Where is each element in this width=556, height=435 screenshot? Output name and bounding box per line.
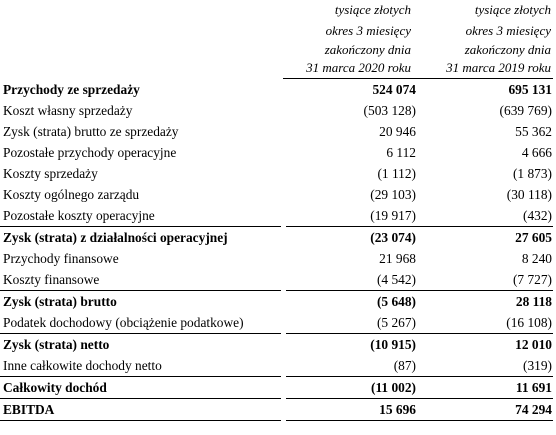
value-2019: 4 666 — [521, 144, 552, 160]
value-2020: (23 074) — [286, 227, 416, 249]
value-2019: (16 108) — [506, 314, 552, 330]
value-2019: 27 605 — [416, 227, 553, 249]
period-line: zakończony dnia — [464, 41, 551, 57]
table-row — [0, 377, 553, 399]
value-2020: (1 112) — [377, 165, 416, 181]
value-2020: (503 128) — [363, 102, 416, 118]
table-row — [0, 121, 553, 142]
value-2020: (10 915) — [286, 334, 416, 356]
table-row — [0, 184, 553, 205]
table-row — [0, 79, 553, 100]
value-2020: 21 968 — [379, 250, 416, 266]
value-2019: (1 873) — [512, 165, 552, 181]
value-2020: (19 917) — [370, 207, 416, 223]
value-2019: 28 118 — [416, 291, 553, 313]
value-2019: (432) — [522, 207, 552, 223]
value-2019: (639 769) — [499, 102, 552, 118]
period-date: 31 marca 2020 roku — [306, 60, 411, 76]
row-label: Zysk (strata) brutto ze sprzedaży — [3, 123, 179, 139]
value-2020: (87) — [393, 357, 416, 373]
period-date: 31 marca 2019 roku — [446, 60, 551, 76]
column-header-2020 — [278, 0, 411, 76]
table-row — [0, 142, 553, 163]
value-2019: 55 362 — [515, 123, 552, 139]
row-label: Zysk (strata) netto — [0, 334, 281, 356]
unit-label: tysiące złotych — [474, 2, 551, 17]
table-row — [0, 163, 553, 184]
column-header-2019 — [416, 0, 551, 76]
row-label: Koszty sprzedaży — [3, 165, 98, 181]
table-row — [0, 355, 553, 377]
table-row — [0, 205, 553, 227]
row-label: Pozostałe koszty operacyjne — [3, 207, 155, 223]
row-label: EBITDA — [0, 399, 281, 421]
row-label: Koszty ogólnego zarządu — [3, 186, 140, 202]
period-line: zakończony dnia — [324, 41, 411, 57]
row-label: Podatek dochodowy (obciążenie podatkowe) — [3, 314, 244, 330]
period-line: okres 3 miesięcy — [325, 23, 411, 38]
value-2020: (5 648) — [286, 291, 416, 313]
table-row — [0, 291, 553, 313]
value-2019: (30 118) — [506, 186, 552, 202]
value-2020: (5 267) — [376, 314, 416, 330]
row-label: Inne całkowite dochody netto — [3, 357, 162, 373]
income-statement-table — [0, 79, 553, 421]
value-2019: 74 294 — [416, 399, 553, 421]
value-2019: 12 010 — [416, 334, 553, 356]
unit-label: tysiące złotych — [334, 2, 411, 17]
value-2019: (7 727) — [512, 271, 552, 287]
value-2020: 15 696 — [286, 399, 416, 421]
value-2020: (4 542) — [376, 271, 416, 287]
table-row — [0, 269, 553, 291]
period-line: okres 3 miesięcy — [465, 23, 551, 38]
value-2019: 11 691 — [416, 377, 553, 399]
row-label: Całkowity dochód — [0, 377, 281, 399]
table-row — [0, 334, 553, 356]
value-2020: (29 103) — [370, 186, 416, 202]
value-2019: 695 131 — [508, 81, 552, 97]
row-label: Koszty finansowe — [3, 271, 100, 287]
value-2019: 8 240 — [521, 250, 552, 266]
value-2020: 524 074 — [372, 81, 416, 97]
row-label: Koszt własny sprzedaży — [3, 102, 133, 118]
row-label: Pozostałe przychody operacyjne — [3, 144, 177, 160]
value-2019: (319) — [522, 357, 552, 373]
row-label: Przychody finansowe — [3, 250, 119, 266]
value-2020: 20 946 — [379, 123, 416, 139]
value-2020: 6 112 — [386, 144, 416, 160]
row-label: Zysk (strata) z działalności operacyjnej — [0, 227, 281, 249]
table-row — [0, 248, 553, 269]
row-label: Zysk (strata) brutto — [0, 291, 281, 313]
row-label: Przychody ze sprzedaży — [3, 81, 140, 97]
table-row — [0, 312, 553, 334]
table-row — [0, 100, 553, 121]
value-2020: (11 002) — [286, 377, 416, 399]
table-row — [0, 227, 553, 249]
table-row — [0, 399, 553, 421]
